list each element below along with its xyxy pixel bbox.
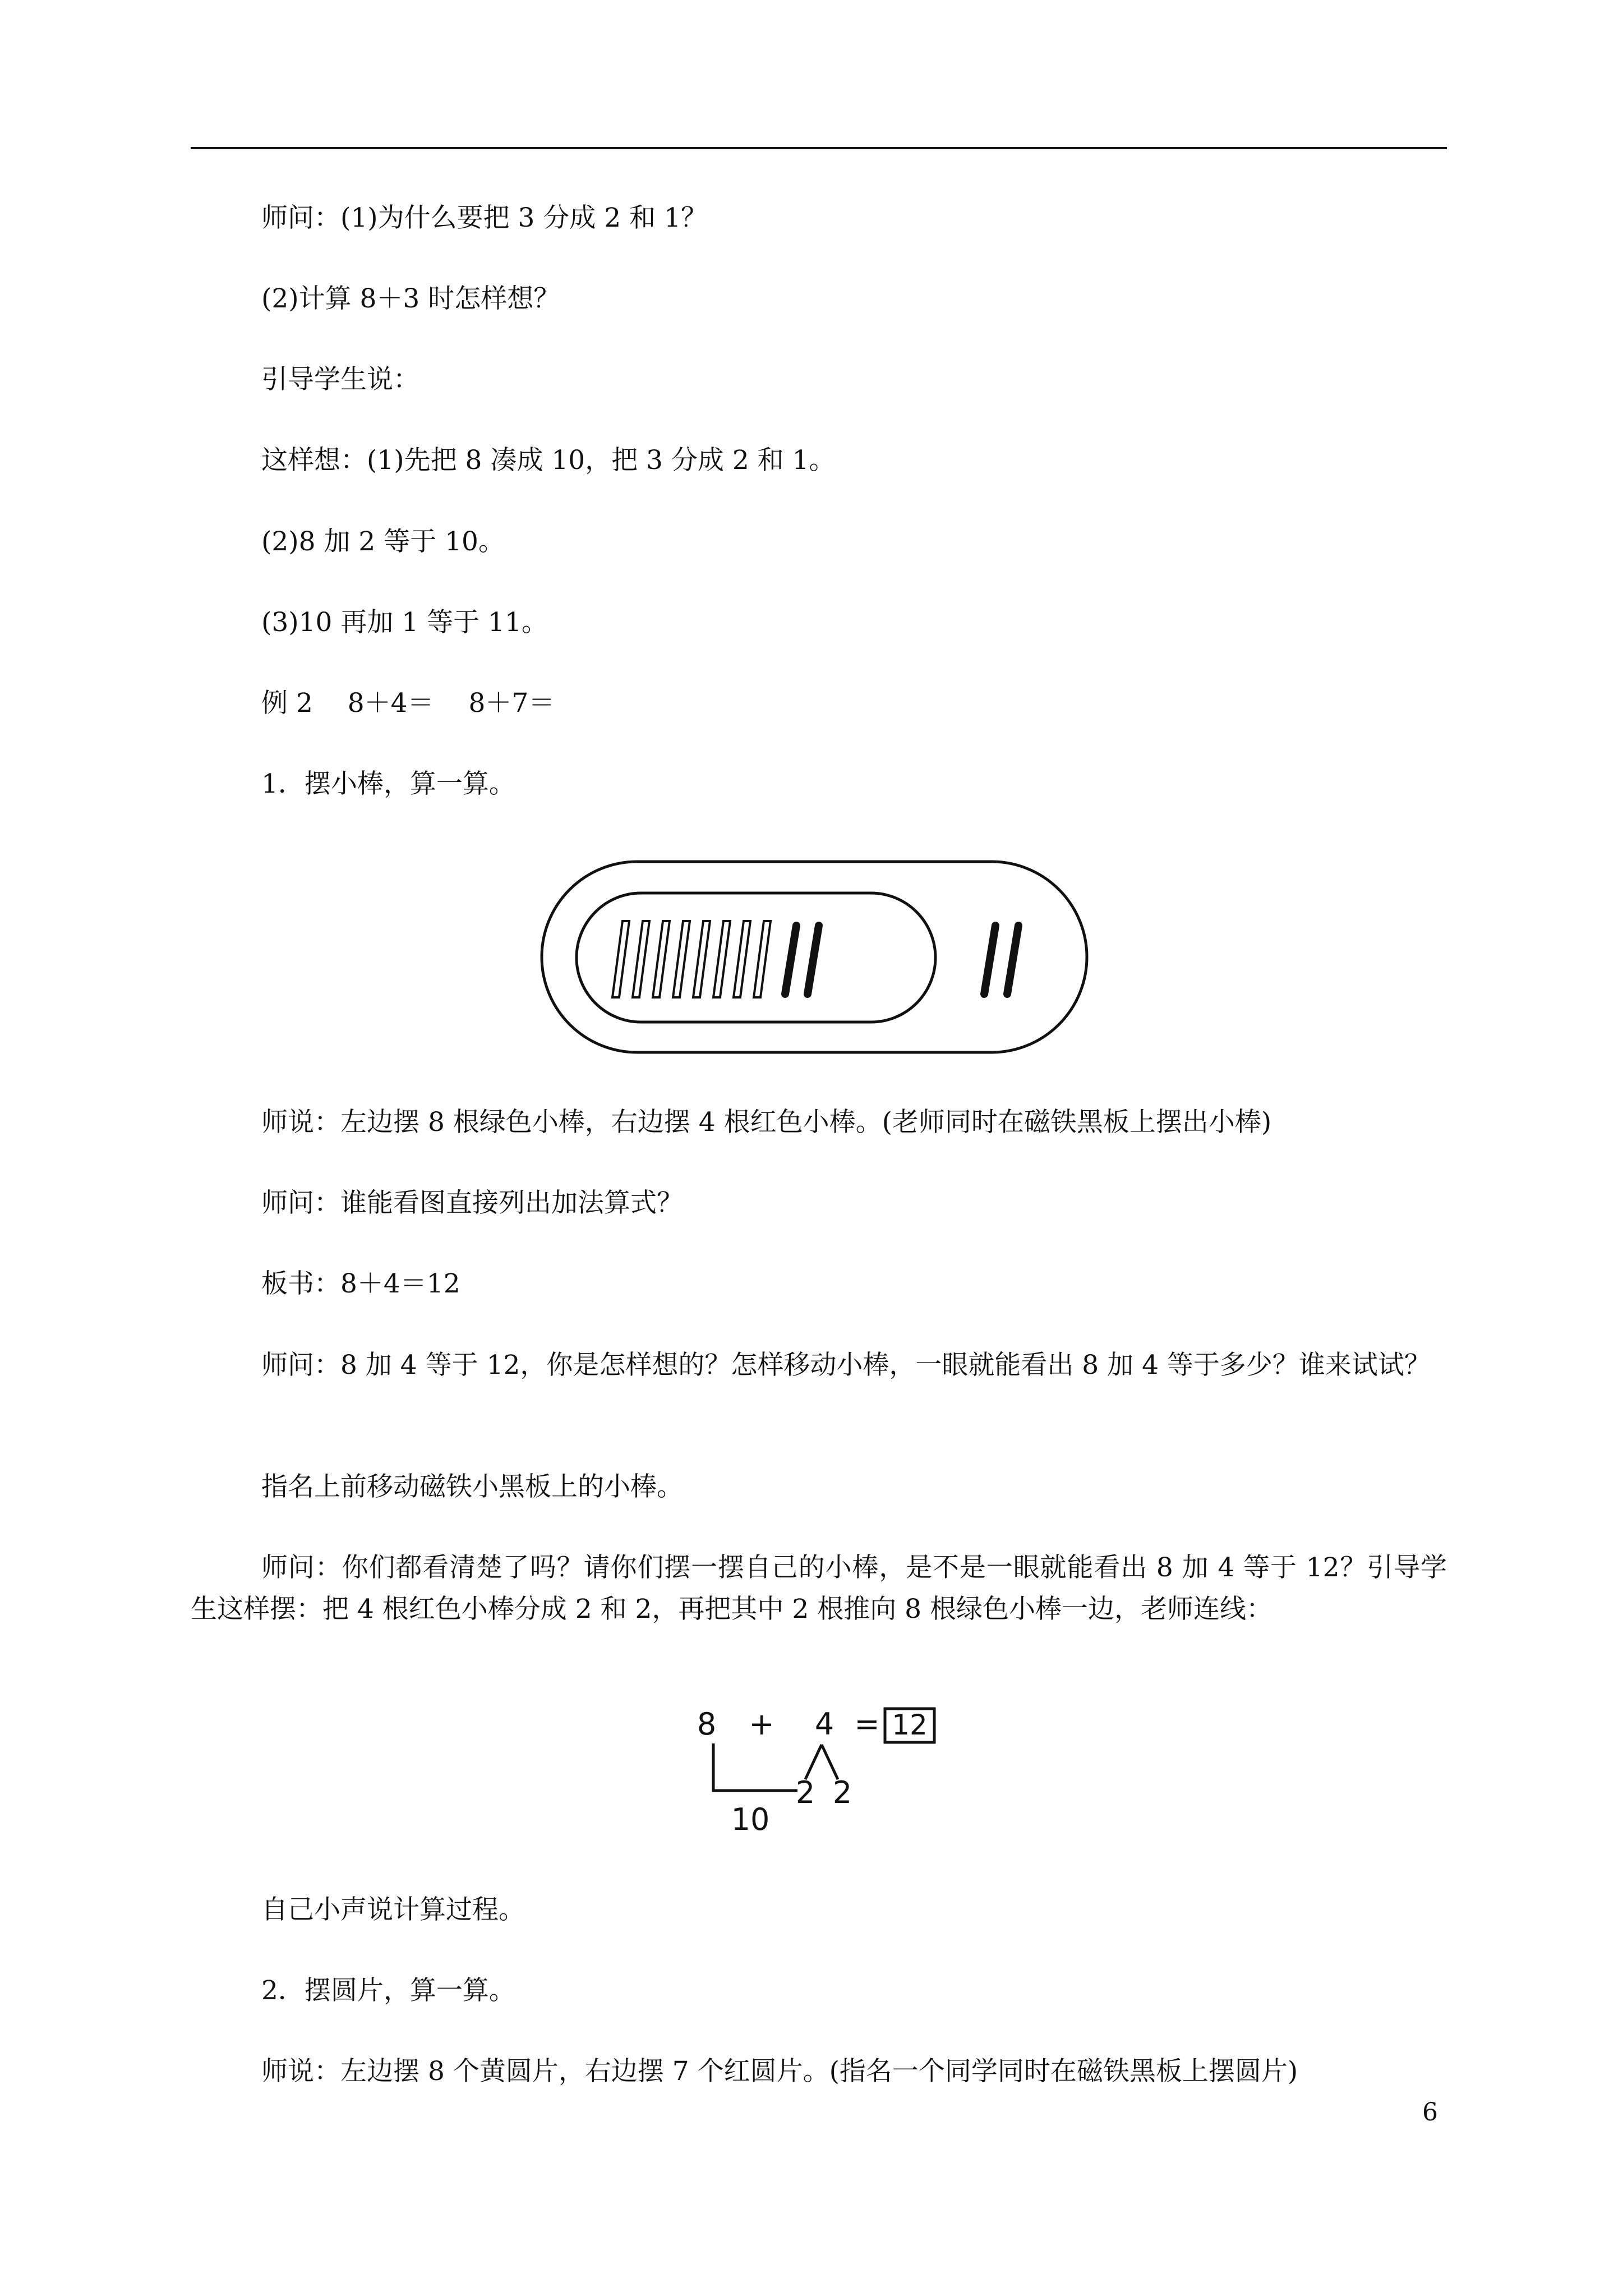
solid-stick-2 [808,926,819,994]
paragraph-teacher-says: 师说：左边摆 8 根绿色小棒，右边摆 4 根红色小棒。(老师同时在磁铁黑板上摆出小棒) [261,1107,1272,1138]
hollow-stick-2 [633,921,649,997]
inner-frame [577,893,935,1022]
paragraph-guide: 师问：你们都看清楚了吗？请你们摆一摆自己的小棒，是不是一眼就能看出 8 加 4 等于 12？引导学生这样摆：把 4 根红色小棒分成 2 和 2，再把其中 2 根推向 8 根绿色小棒一边，老师连线： [191,1552,1447,1625]
solid-stick-4 [1007,926,1018,994]
page-number: 6 [1422,2098,1438,2127]
hollow-stick-6 [713,921,730,997]
paragraph-sticks-heading: 1．摆小棒，算一算。 [261,769,515,799]
sum-10: 10 [731,1802,770,1837]
split-2-left: 2 [795,1775,815,1810]
result-12: 12 [892,1709,928,1741]
paragraph-6: (3)10 再加 1 等于 11。 [261,607,548,638]
hollow-stick-1 [612,921,629,997]
hollow-stick-3 [653,921,670,997]
hollow-stick-8 [754,921,771,997]
header-rule [191,147,1447,149]
paragraph-example-2: 例 2 8＋4＝ 8＋7＝ [261,688,555,719]
paragraph-how-think: 师问：8 加 4 等于 12，你是怎样想的？怎样移动小棒，一眼就能看出 8 加 4 等于多少？谁来试试？ [261,1350,1431,1381]
split-line-right [822,1745,838,1779]
paragraph-move-sticks: 指名上前移动磁铁小黑板上的小棒。 [261,1471,683,1502]
paragraph-3: 引导学生说： [261,364,419,395]
split-line-left [805,1745,822,1779]
paragraph-board-writing: 板书：8＋4＝12 [261,1268,460,1299]
hollow-stick-7 [734,921,750,997]
paragraph-1: 师问：(1)为什么要把 3 分成 2 和 1？ [261,203,707,233]
paragraph-5: (2)8 加 2 等于 10。 [261,526,505,557]
hollow-stick-5 [693,921,710,997]
plus-sign: + [749,1706,774,1742]
paragraph-discs-teacher: 师说：左边摆 8 个黄圆片，右边摆 7 个红圆片。(指名一个同学同时在磁铁黑板上摆圆片) [261,2056,1298,2087]
split-2-right: 2 [832,1775,852,1810]
paragraph-say-process: 自己小声说计算过程。 [261,1894,525,1925]
equals-sign: = [854,1706,880,1742]
addend-4: 4 [814,1706,834,1742]
paragraph-2: (2)计算 8＋3 时怎样想？ [261,283,560,314]
connect-line [713,1743,797,1791]
paragraph-teacher-asks: 师问：谁能看图直接列出加法算式？ [261,1188,683,1218]
make-ten-diagram [695,1696,942,1837]
hollow-stick-4 [673,921,690,997]
sticks-diagram [538,858,1094,1066]
solid-stick-3 [984,926,995,994]
paragraph-discs-heading: 2．摆圆片，算一算。 [261,1975,515,2006]
addend-8: 8 [697,1706,717,1742]
solid-stick-1 [785,926,796,994]
paragraph-4: 这样想：(1)先把 8 凑成 10，把 3 分成 2 和 1。 [261,445,836,476]
